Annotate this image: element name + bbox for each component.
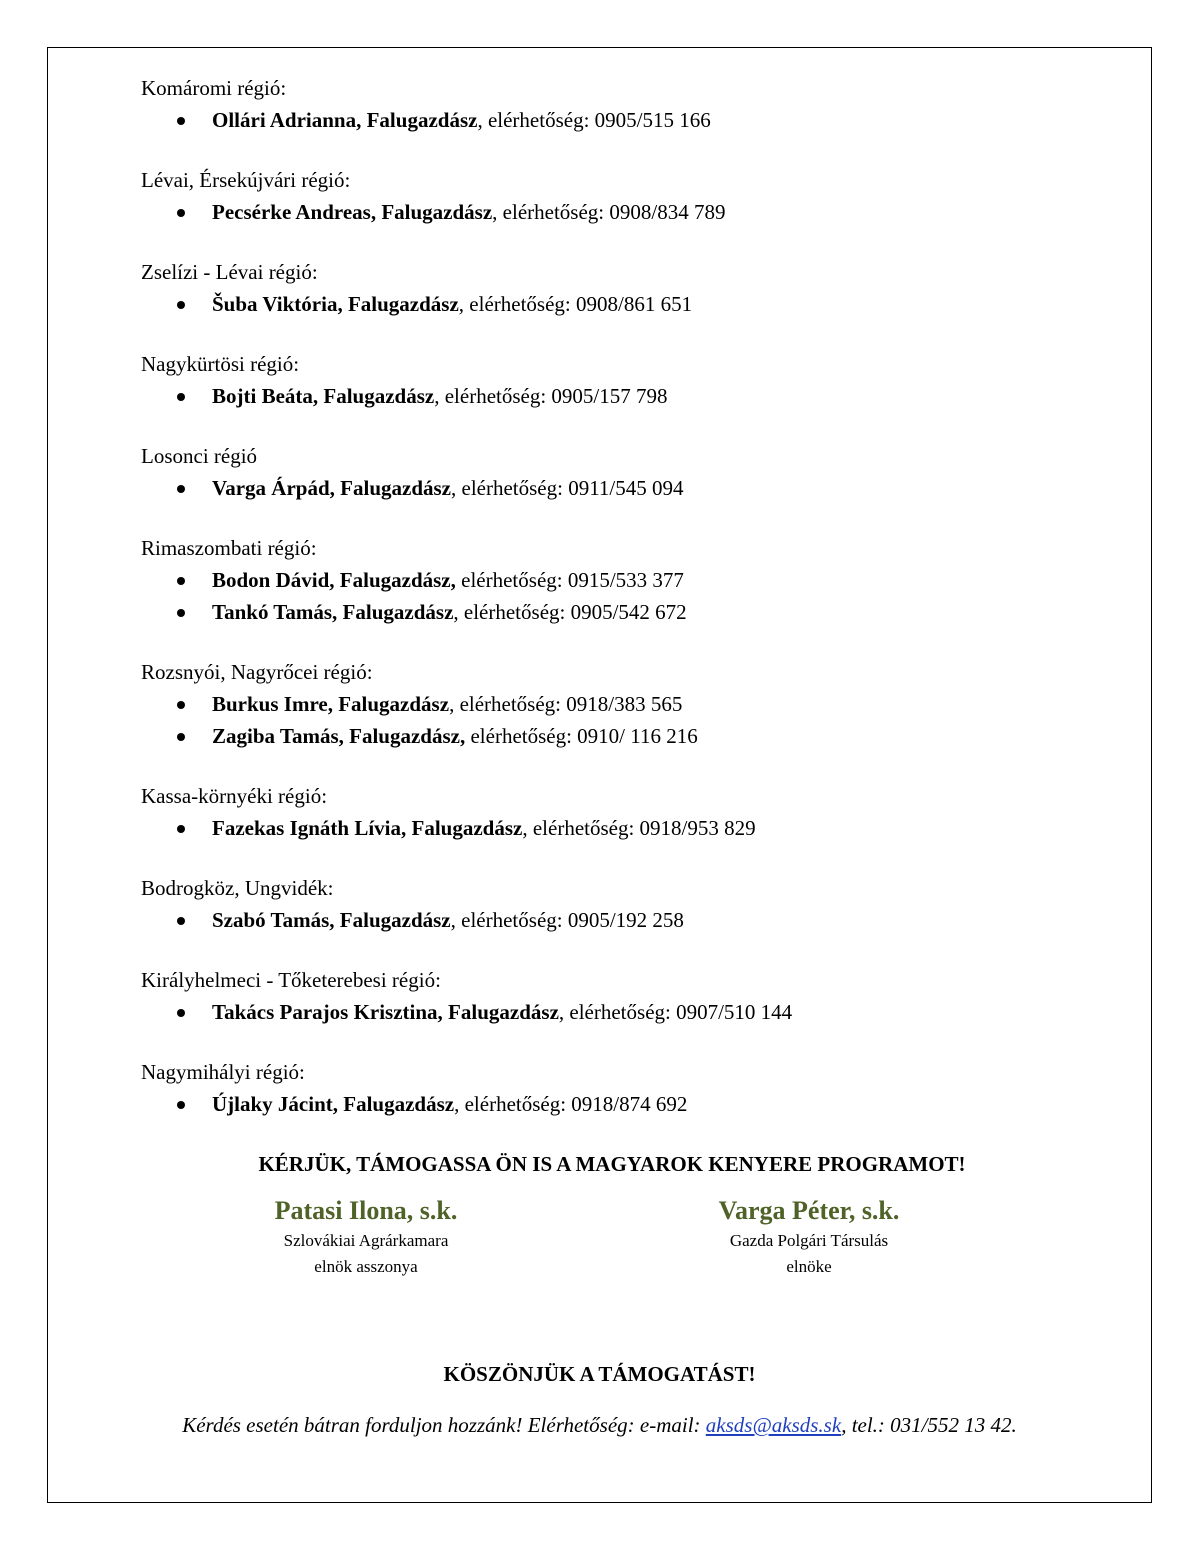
bullet-icon xyxy=(177,117,185,125)
document-body xyxy=(141,72,1121,1324)
bullet-icon xyxy=(177,917,185,925)
contact-phone: , elérhetőség: 0908/861 651 xyxy=(458,292,693,316)
contact-phone: , elérhetőség: 0905/542 672 xyxy=(453,600,687,624)
region-section xyxy=(141,964,1121,1028)
region-title: Zselízi - Lévai régió: xyxy=(141,260,318,284)
region-section xyxy=(141,656,1121,752)
list-item xyxy=(141,996,1121,1028)
region-title: Lévai, Érsekújvári régió: xyxy=(141,168,351,192)
contact-phone: , elérhetőség: 0918/383 565 xyxy=(449,692,683,716)
list-item xyxy=(141,688,1121,720)
contact-name: Varga Árpád, Falugazdász xyxy=(212,476,451,500)
region-section xyxy=(141,440,1121,504)
bullet-icon xyxy=(177,577,185,585)
signature-right xyxy=(694,1194,924,1280)
contact-phone: , elérhetőség: 0908/834 789 xyxy=(492,200,726,224)
region-title: Nagykürtösi régió: xyxy=(141,352,300,376)
bullet-icon xyxy=(177,301,185,309)
appeal-heading: KÉRJÜK, TÁMOGASSA ÖN IS A MAGYAROK KENYERE PROGRAMOT! xyxy=(258,1152,966,1176)
list-item xyxy=(141,288,1121,320)
region-section xyxy=(141,532,1121,628)
contact-suffix: , tel.: 031/552 13 42. xyxy=(841,1413,1017,1437)
bullet-icon xyxy=(177,825,185,833)
list-item xyxy=(141,1088,1121,1120)
contact-name: Szabó Tamás, Falugazdász xyxy=(212,908,451,932)
contact-name: Takács Parajos Krisztina, Falugazdász xyxy=(212,1000,559,1024)
contact-phone: , elérhetőség: 0905/192 258 xyxy=(450,908,684,932)
list-item xyxy=(141,904,1121,936)
bullet-icon xyxy=(177,1009,185,1017)
contact-prefix: Kérdés esetén bátran forduljon hozzánk! Elérhetőség: e-mail: xyxy=(182,1413,706,1437)
list-item xyxy=(141,720,1121,752)
contact-name: Újlaky Jácint, Falugazdász xyxy=(212,1092,455,1116)
region-title: Rimaszombati régió: xyxy=(141,536,317,560)
bullet-icon xyxy=(177,701,185,709)
region-section xyxy=(141,1056,1121,1120)
bullet-icon xyxy=(177,485,185,493)
contact-name: Bojti Beáta, Falugazdász xyxy=(212,384,435,408)
bullet-icon xyxy=(177,1101,185,1109)
contact-name: Ollári Adrianna, Falugazdász xyxy=(212,108,478,132)
region-section xyxy=(141,348,1121,412)
contact-name: Fazekas Ignáth Lívia, Falugazdász xyxy=(212,816,523,840)
region-title: Komáromi régió: xyxy=(141,76,287,100)
signature-organization: Gazda Polgári Társulás xyxy=(729,1231,889,1250)
bullet-icon xyxy=(177,209,185,217)
contact-name: Burkus Imre, Falugazdász xyxy=(212,692,450,716)
contact-phone: , elérhetőség: 0911/545 094 xyxy=(451,476,684,500)
signature-name: Patasi Ilona, s.k. xyxy=(274,1196,458,1225)
thanks-heading: KÖSZÖNJÜK A TÁMOGATÁST! xyxy=(443,1362,756,1386)
region-section xyxy=(141,872,1121,936)
region-section xyxy=(141,780,1121,844)
list-item xyxy=(141,104,1121,136)
list-item xyxy=(141,596,1121,628)
contact-name: Šuba Viktória, Falugazdász xyxy=(212,292,459,316)
contact-name: Zagiba Tamás, Falugazdász, xyxy=(212,724,466,748)
region-list xyxy=(141,72,1121,1120)
signature-organization: Szlovákiai Agrárkamara xyxy=(283,1231,449,1250)
signature-role: elnöke xyxy=(786,1257,832,1276)
contact-line xyxy=(47,1409,1152,1441)
contact-name: Pecsérke Andreas, Falugazdász xyxy=(212,200,493,224)
list-item xyxy=(141,380,1121,412)
region-title: Nagymihályi régió: xyxy=(141,1060,305,1084)
signature-name: Varga Péter, s.k. xyxy=(718,1196,900,1225)
region-title: Bodrogköz, Ungvidék: xyxy=(141,876,334,900)
region-section xyxy=(141,72,1121,136)
contact-name: Bodon Dávid, Falugazdász, xyxy=(212,568,456,592)
region-title: Rozsnyói, Nagyrőcei régió: xyxy=(141,660,373,684)
contact-phone: , elérhetőség: 0905/157 798 xyxy=(434,384,668,408)
bullet-icon xyxy=(177,609,185,617)
region-title: Kassa-környéki régió: xyxy=(141,784,328,808)
signature-block xyxy=(141,1194,1121,1324)
list-item xyxy=(141,196,1121,228)
contact-phone: , elérhetőség: 0918/953 829 xyxy=(522,816,756,840)
contact-name: Tankó Tamás, Falugazdász xyxy=(212,600,454,624)
contact-phone: , elérhetőség: 0918/874 692 xyxy=(454,1092,688,1116)
region-title: Királyhelmeci - Tőketerebesi régió: xyxy=(141,968,441,992)
contact-phone: , elérhetőség: 0905/515 166 xyxy=(477,108,711,132)
contact-phone: elérhetőség: 0910/ 116 216 xyxy=(465,724,698,748)
list-item xyxy=(141,472,1121,504)
email-link[interactable]: aksds@aksds.sk xyxy=(705,1413,842,1437)
bullet-icon xyxy=(177,393,185,401)
bullet-icon xyxy=(177,733,185,741)
contact-phone: elérhetőség: 0915/533 377 xyxy=(455,568,684,592)
signature-role: elnök asszonya xyxy=(314,1257,418,1276)
list-item xyxy=(141,564,1121,596)
contact-phone: , elérhetőség: 0907/510 144 xyxy=(558,1000,793,1024)
signature-left xyxy=(236,1194,496,1280)
region-title: Losonci régió xyxy=(141,444,258,468)
region-section xyxy=(141,256,1121,320)
list-item xyxy=(141,812,1121,844)
region-section xyxy=(141,164,1121,228)
